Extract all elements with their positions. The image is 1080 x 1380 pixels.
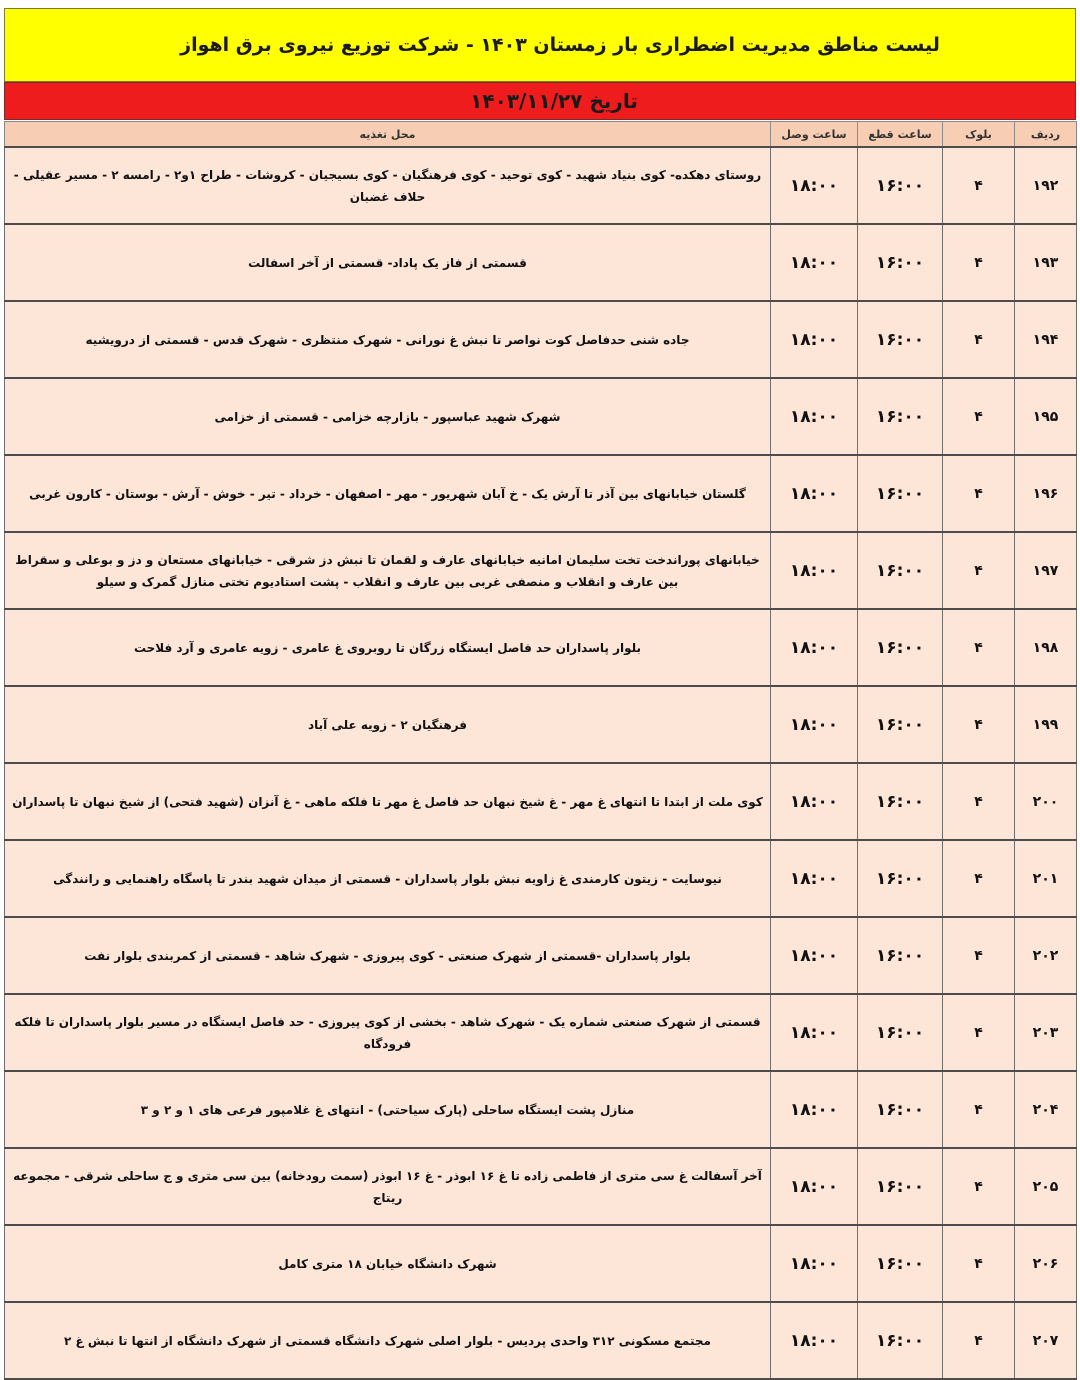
cell-block: ۴ [943,301,1015,378]
cell-row-no: ۱۹۲ [1015,147,1077,224]
cell-cut-time: ۱۶:۰۰ [858,763,943,840]
cell-area: کوی ملت از ابتدا تا انتهای غ مهر - غ شیخ نبهان حد فاصل غ مهر تا فلکه ماهی - غ آنزان (شهید فتحی) از شیخ نبهان تا پاسداران [5,763,771,840]
cell-cut-time: ۱۶:۰۰ [858,1302,943,1379]
title-banner [4,8,1076,82]
table-row [5,917,1077,994]
cell-connect-time: ۱۸:۰۰ [771,917,858,994]
cell-cut-time: ۱۶:۰۰ [858,224,943,301]
cell-block: ۴ [943,840,1015,917]
header-cut-time: ساعت قطع [858,122,943,148]
cell-row-no: ۲۰۳ [1015,994,1077,1071]
cell-connect-time: ۱۸:۰۰ [771,994,858,1071]
table-body [5,147,1077,1379]
cell-connect-time: ۱۸:۰۰ [771,609,858,686]
cell-row-no: ۲۰۱ [1015,840,1077,917]
cell-block: ۴ [943,686,1015,763]
cell-connect-time: ۱۸:۰۰ [771,1148,858,1225]
cell-cut-time: ۱۶:۰۰ [858,1071,943,1148]
cell-cut-time: ۱۶:۰۰ [858,378,943,455]
cell-block: ۴ [943,224,1015,301]
table-row [5,763,1077,840]
table-row [5,994,1077,1071]
page-title: لیست مناطق مدیریت اضطراری بار زمستان ۱۴۰۳ - شرکت توزیع نیروی برق اهواز [180,34,940,56]
cell-area: نیوسایت - زیتون کارمندی غ زاویه نبش بلوار پاسداران - قسمتی از میدان شهید بندر تا پاسگاه راهنمایی و رانندگی [5,840,771,917]
cell-area: جاده شنی حدفاصل کوت نواصر تا نبش غ نورانی - شهرک منتظری - شهرک قدس - قسمتی از درویشیه [5,301,771,378]
cell-row-no: ۲۰۲ [1015,917,1077,994]
header-connect-time: ساعت وصل [771,122,858,148]
cell-row-no: ۱۹۴ [1015,301,1077,378]
cell-area: مجتمع مسکونی ۳۱۲ واحدی پردیس - بلوار اصلی شهرک دانشگاه قسمتی از شهرک دانشگاه از انتها تا نبش غ ۲ [5,1302,771,1379]
cell-area: شهرک دانشگاه خیابان ۱۸ متری کامل [5,1225,771,1302]
cell-connect-time: ۱۸:۰۰ [771,301,858,378]
cell-row-no: ۲۰۵ [1015,1148,1077,1225]
header-row-no: ردیف [1015,122,1077,148]
cell-connect-time: ۱۸:۰۰ [771,378,858,455]
header-block: بلوک [943,122,1015,148]
cell-cut-time: ۱۶:۰۰ [858,994,943,1071]
cell-cut-time: ۱۶:۰۰ [858,917,943,994]
cell-block: ۴ [943,1148,1015,1225]
cell-connect-time: ۱۸:۰۰ [771,686,858,763]
cell-area: گلستان خیابانهای بین آذر تا آرش یک - خ آبان شهریور - مهر - اصفهان - خرداد - تیر - خوش - آرش - بوستان - کارون غربی [5,455,771,532]
table-row [5,686,1077,763]
cell-cut-time: ۱۶:۰۰ [858,840,943,917]
cell-row-no: ۲۰۷ [1015,1302,1077,1379]
cell-connect-time: ۱۸:۰۰ [771,1302,858,1379]
cell-block: ۴ [943,1071,1015,1148]
cell-area: بلوار پاسداران حد فاصل ایستگاه زرگان تا روبروی غ عامری - زویه عامری و آرد فلاحت [5,609,771,686]
cell-block: ۴ [943,1225,1015,1302]
cell-area: منازل پشت ایستگاه ساحلی (پارک سیاحتی) - انتهای غ غلامپور فرعی های ۱ و ۲ و ۳ [5,1071,771,1148]
cell-connect-time: ۱۸:۰۰ [771,840,858,917]
table-row [5,301,1077,378]
cell-cut-time: ۱۶:۰۰ [858,1225,943,1302]
cell-row-no: ۱۹۷ [1015,532,1077,609]
cell-row-no: ۱۹۸ [1015,609,1077,686]
date-banner [4,82,1076,120]
cell-connect-time: ۱۸:۰۰ [771,763,858,840]
cell-row-no: ۲۰۰ [1015,763,1077,840]
table-row [5,455,1077,532]
table-row [5,224,1077,301]
cell-area: آخر آسفالت غ سی متری از فاطمی زاده تا غ ۱۶ ابوذر - غ ۱۶ ابوذر (سمت رودخانه) بین سی متری و ج ساحلی شرقی - مجموعه ریتاج [5,1148,771,1225]
cell-block: ۴ [943,609,1015,686]
cell-cut-time: ۱۶:۰۰ [858,147,943,224]
table-row [5,532,1077,609]
table-row [5,378,1077,455]
cell-block: ۴ [943,763,1015,840]
cell-block: ۴ [943,378,1015,455]
cell-area: بلوار پاسداران -قسمتی از شهرک صنعتی - کوی پیروزی - شهرک شاهد - قسمتی از کمربندی بلوار نفت [5,917,771,994]
cell-area: قسمتی از شهرک صنعتی شماره یک - شهرک شاهد - بخشی از کوی پیروزی - حد فاصل ایستگاه در مسیر بلوار پاسداران تا فلکه فرودگاه [5,994,771,1071]
cell-connect-time: ۱۸:۰۰ [771,455,858,532]
cell-cut-time: ۱۶:۰۰ [858,455,943,532]
cell-area: شهرک شهید عباسپور - بازارچه خزامی - قسمتی از خزامی [5,378,771,455]
header-area: محل تغذیه [5,122,771,148]
cell-row-no: ۲۰۴ [1015,1071,1077,1148]
cell-area: فرهنگیان ۲ - زویه علی آباد [5,686,771,763]
table-row [5,1225,1077,1302]
cell-row-no: ۱۹۳ [1015,224,1077,301]
cell-row-no: ۱۹۵ [1015,378,1077,455]
table-row [5,1302,1077,1379]
table-row [5,1148,1077,1225]
cell-row-no: ۲۰۶ [1015,1225,1077,1302]
cell-cut-time: ۱۶:۰۰ [858,1148,943,1225]
table-row [5,840,1077,917]
cell-block: ۴ [943,1302,1015,1379]
cell-connect-time: ۱۸:۰۰ [771,224,858,301]
cell-connect-time: ۱۸:۰۰ [771,1071,858,1148]
table-row [5,609,1077,686]
cell-cut-time: ۱۶:۰۰ [858,532,943,609]
cell-block: ۴ [943,532,1015,609]
cell-row-no: ۱۹۶ [1015,455,1077,532]
date-label: تاریخ ۱۴۰۳/۱۱/۲۷ [470,89,638,113]
cell-cut-time: ۱۶:۰۰ [858,686,943,763]
cell-connect-time: ۱۸:۰۰ [771,532,858,609]
table-header-row [5,122,1077,148]
cell-block: ۴ [943,147,1015,224]
cell-block: ۴ [943,994,1015,1071]
outage-table [4,121,1077,1380]
cell-block: ۴ [943,455,1015,532]
cell-area: خیابانهای پوراندخت تخت سلیمان امانیه خیابانهای عارف و لقمان تا نبش دز شرقی - خیابانهای مستعان و دز و بوعلی و سقراط بین عارف و انقلاب و منصفی غربی بین عارف و انقلاب - پشت استادیوم تختی منازل گمرک و سیلو [5,532,771,609]
cell-area: قسمتی از فاز یک پاداد- قسمتی از آخر اسفالت [5,224,771,301]
cell-cut-time: ۱۶:۰۰ [858,609,943,686]
table-row [5,1071,1077,1148]
cell-cut-time: ۱۶:۰۰ [858,301,943,378]
cell-connect-time: ۱۸:۰۰ [771,1225,858,1302]
cell-block: ۴ [943,917,1015,994]
cell-connect-time: ۱۸:۰۰ [771,147,858,224]
cell-row-no: ۱۹۹ [1015,686,1077,763]
cell-area: روستای دهکده- کوی بنیاد شهید - کوی توحید - کوی فرهنگیان - کوی بسیجیان - کروشات - طراح ۱و۲ - رامسه ۲ - مسیر عقیلی - حلاف غضبان [5,147,771,224]
table-row [5,147,1077,224]
